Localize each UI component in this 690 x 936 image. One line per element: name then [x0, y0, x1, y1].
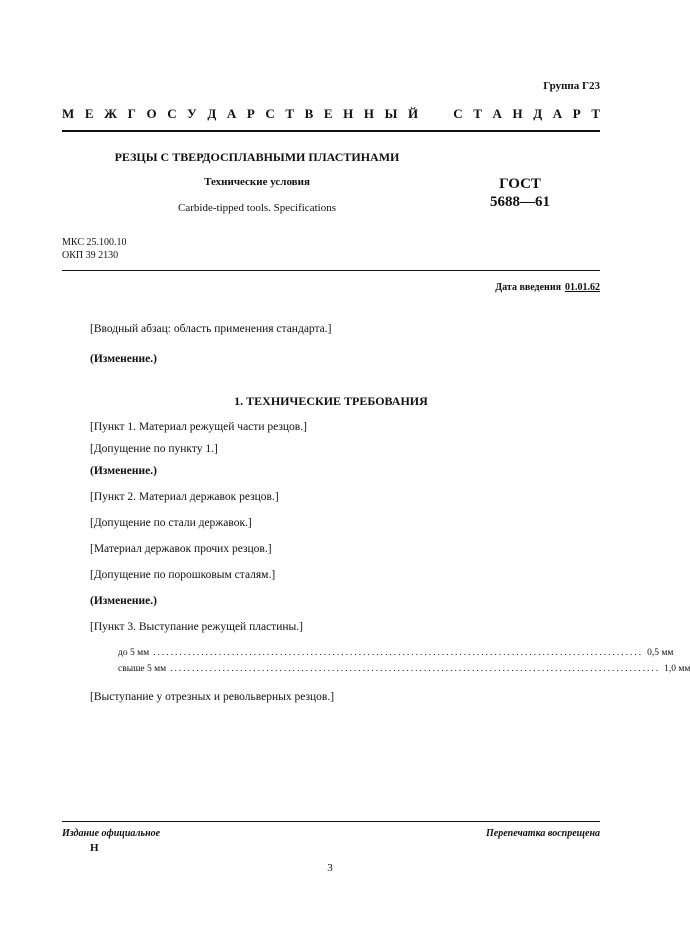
banner-letter: С [453, 106, 463, 121]
amendment-note: (Изменение.) [90, 595, 157, 607]
group-code: Группа Г23 [543, 80, 600, 92]
effective-date [380, 282, 600, 293]
banner-letter: Т [591, 106, 600, 121]
row-value: 1,0 мм [664, 664, 690, 674]
leader-dots: ................................................................................................................ [153, 648, 644, 658]
banner-letter: Р [572, 106, 581, 121]
table-row [118, 648, 674, 658]
row-value: 0,5 мм [647, 648, 674, 658]
standard-code-number: 5688—61 [490, 194, 550, 210]
banner-letter: М [62, 106, 75, 121]
reprint-note: Перепечатка воспрещена [486, 828, 600, 839]
banner-letter: Н [363, 106, 375, 121]
banner-letter: Т [473, 106, 482, 121]
divider-rule [62, 270, 600, 271]
edition-note: Издание официальное [62, 828, 161, 839]
banner-letter: Е [323, 106, 333, 121]
english-title: Carbide-tipped tools. Specifications [178, 202, 336, 214]
effective-date-label: Дата введения [495, 282, 561, 293]
mks-code: МКС 25.100.10 [62, 237, 127, 248]
banner-letter: У [187, 106, 197, 121]
banner-letter: Д [533, 106, 543, 121]
clause-2-allowance: [Допущение по стали державок.] [90, 517, 252, 529]
banner-letter: А [226, 106, 237, 121]
table-row [118, 664, 690, 674]
banner-letter: Е [84, 106, 94, 121]
row-label: свыше 5 мм [118, 664, 167, 674]
section-heading: 1. ТЕХНИЧЕСКИЕ ТРЕБОВАНИЯ [234, 394, 428, 408]
banner-letter: Н [343, 106, 354, 121]
clause-3: [Пункт 3. Выступание режущей пластины.] [90, 621, 303, 633]
banner-letter: Т [285, 106, 295, 121]
clause-3-other: [Выступание у отрезных и револьверных резцов.] [90, 691, 335, 703]
standard-code-label: ГОСТ [499, 176, 541, 192]
banner-letter: Д [207, 106, 217, 121]
intro-paragraph: [Вводный абзац: область применения стандарта.] [90, 323, 332, 335]
row-label: до 5 мм [118, 648, 150, 658]
banner-letter: С [167, 106, 177, 121]
banner-letter: В [304, 106, 314, 121]
banner-letter: Н [512, 106, 523, 121]
clause-1: [Пункт 1. Материал режущей части резцов.] [90, 421, 307, 433]
banner-letter: А [552, 106, 563, 121]
clause-2-planing: [Материал державок прочих резцов.] [90, 543, 272, 555]
edition-mark: Н [90, 842, 99, 854]
banner-letter: Ы [384, 106, 398, 121]
okp-code: ОКП 39 2130 [62, 250, 119, 261]
clause-2-powder: [Допущение по порошковым сталям.] [90, 569, 276, 581]
banner-letter: А [492, 106, 502, 121]
footer-rule [62, 821, 600, 822]
document-subtitle: Технические условия [204, 176, 310, 188]
banner-letter: О [146, 106, 157, 121]
banner-letter: Ж [104, 106, 117, 121]
clause-2: [Пункт 2. Материал державок резцов.] [90, 491, 279, 503]
page-number: 3 [327, 862, 333, 874]
amendment-note: (Изменение.) [90, 465, 157, 477]
banner-letter: С [265, 106, 275, 121]
clause-1-allowance: [Допущение по пункту 1.] [90, 443, 218, 455]
effective-date-value: 01.01.62 [565, 282, 600, 293]
document-title: РЕЗЦЫ С ТВЕРДОСПЛАВНЫМИ ПЛАСТИНАМИ [114, 150, 400, 164]
leader-dots: ................................................................................................................ [170, 664, 661, 674]
banner-letter: Р [246, 106, 255, 121]
standard-banner [62, 106, 600, 122]
amendment-note: (Изменение.) [90, 353, 157, 365]
header-rule [62, 130, 600, 132]
banner-letter: Й [407, 106, 419, 121]
banner-letter: Г [127, 106, 136, 121]
